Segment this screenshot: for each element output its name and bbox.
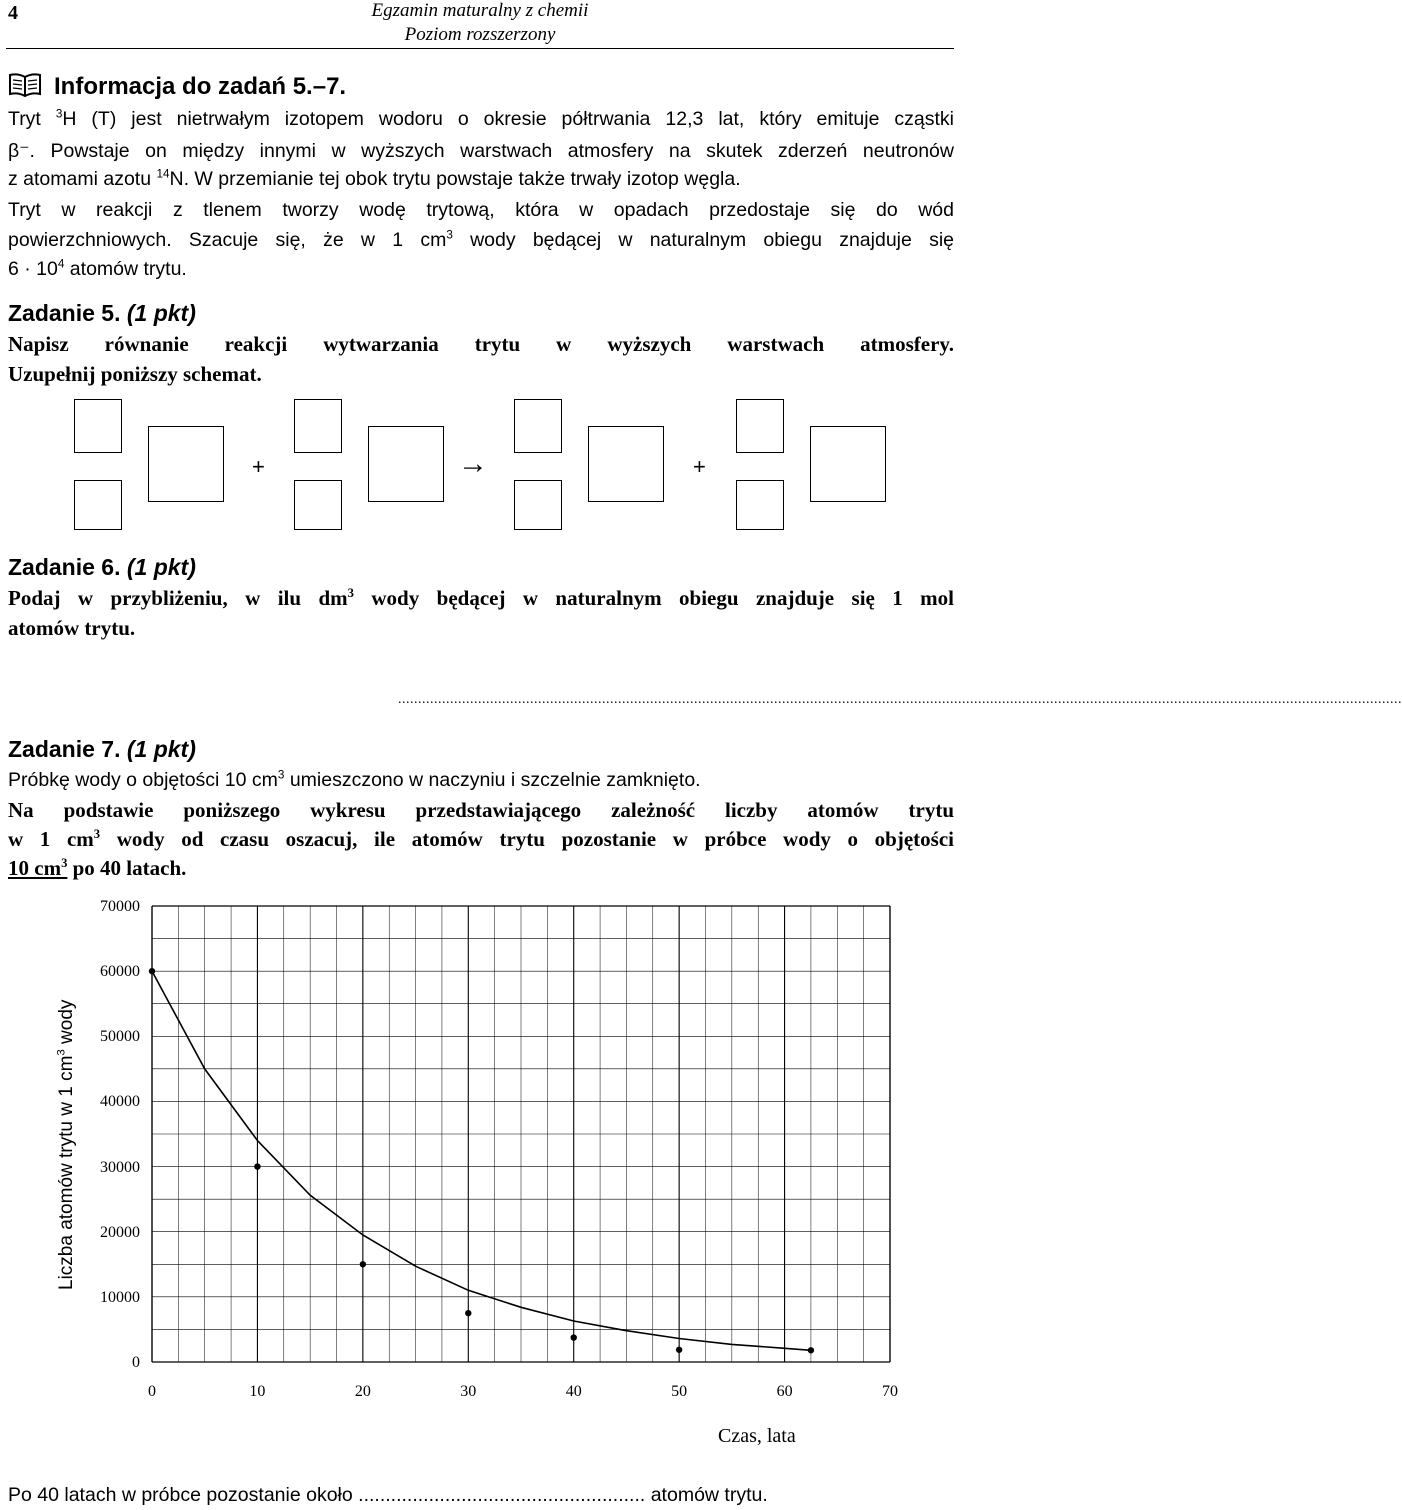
data-point (149, 968, 155, 974)
task7-answer: Po 40 latach w próbce pozostanie około ..................................................... atomów trytu. (8, 1484, 768, 1506)
plus-sign-1: + (252, 454, 265, 479)
open-book-icon (8, 72, 42, 98)
y-tick-label: 40000 (100, 1093, 140, 1111)
info-line-2: β⁻. Powstaje on między innymi w wyższych warstwach atmosfery na skutek zderzeń neutronów (8, 140, 954, 162)
task7-intro: Próbkę wody o objętości 10 $cm^3$ umieszczono w naczyniu i szczelnie zamknięto. (8, 768, 701, 791)
symbol-box-3[interactable] (588, 426, 664, 502)
y-axis-label: Liczba atomów trytu w 1 $cm^3$ wody (55, 999, 77, 1290)
y-tick-label: 0 (132, 1354, 140, 1371)
mass-number-box-1[interactable] (74, 399, 122, 453)
y-tick-label: 10000 (100, 1288, 140, 1306)
reaction-arrow-icon: → (458, 447, 488, 480)
info-line-4: Tryt w reakcji z tlenem tworzy wodę trytową, która w opadach przedostaje się do wód (8, 199, 954, 221)
info-line-1: Tryt $^3$H (T) jest nietrwałym izotopem wodoru o okresie półtrwania 12,3 lat, który emituje cząstki (8, 107, 954, 130)
x-tick-label: 60 (776, 1383, 793, 1400)
task5-heading: Zadanie 5. (1 pkt) (8, 300, 196, 326)
info-line-3: z atomami azotu $^{14}$N. W przemianie tej obok trytu powstaje także trwały izotop węgla. (8, 167, 741, 190)
y-tick-label: 50000 (100, 1028, 140, 1046)
x-tick-label: 70 (882, 1383, 898, 1400)
exam-level: Poziom rozszerzony (404, 24, 556, 45)
decay-curve (152, 971, 811, 1350)
x-tick-label: 50 (671, 1383, 688, 1400)
info-line-5: powierzchniowych. Szacuje się, że w 1 $cm^3$ wody będącej w naturalnym obiegu znajduje się (8, 228, 955, 251)
y-tick-label: 60000 (100, 963, 140, 981)
chart-grid (152, 906, 890, 1362)
data-point (465, 1310, 471, 1316)
mass-number-box-3[interactable] (514, 399, 562, 453)
x-tick-label: 20 (354, 1383, 371, 1400)
x-axis-label: Czas, lata (718, 1425, 796, 1447)
atomic-number-box-3[interactable] (514, 480, 562, 530)
task7-heading: Zadanie 7. (1 pkt) (8, 736, 196, 762)
info-title: Informacja do zadań 5.–7. (54, 73, 347, 100)
info-line-6: $6 \cdot 10^4$ atomów trytu. (8, 257, 187, 280)
page-number: 4 (8, 2, 18, 24)
x-tick-label: 40 (565, 1383, 582, 1400)
task6-answer-line[interactable]: ........................................................................................................................................................................................................................................................... (398, 692, 1402, 707)
header-divider (6, 48, 954, 49)
symbol-box-2[interactable] (368, 426, 444, 502)
symbol-box-1[interactable] (148, 426, 224, 502)
task6-heading: Zadanie 6. (1 pkt) (8, 554, 196, 580)
mass-number-box-4[interactable] (736, 399, 784, 453)
atomic-number-box-2[interactable] (294, 480, 342, 530)
task7-line-1: Na podstawie poniższego wykresu przedstawiającego zależność liczby atomów trytu (8, 798, 954, 822)
exam-title: Egzamin maturalny z chemii (371, 0, 589, 21)
task5-line-2: Uzupełnij poniższy schemat. (8, 362, 262, 386)
data-point (571, 1334, 577, 1340)
data-point (254, 1163, 260, 1169)
data-point (360, 1261, 366, 1267)
chart-points (149, 968, 814, 1354)
task6-line-1: Podaj w przybliżeniu, w ilu $dm^3$ wody będącej w naturalnym obiegu znajduje się 1 mol (8, 586, 955, 610)
data-point (808, 1347, 814, 1353)
y-tick-label: 30000 (100, 1158, 140, 1176)
atomic-number-box-1[interactable] (74, 480, 122, 530)
x-tick-label: 10 (249, 1383, 266, 1400)
task6-line-2: atomów trytu. (8, 616, 136, 640)
chart-curve-layer (152, 971, 811, 1350)
y-tick-label: 20000 (100, 1223, 140, 1241)
symbol-box-4[interactable] (810, 426, 886, 502)
task7-line-2: w 1 $cm^3$ wody od czasu oszacuj, ile atomów trytu pozostanie w próbce wody o objętości (8, 827, 955, 851)
plus-sign-2: + (693, 454, 706, 479)
task5-line-1: Napisz równanie reakcji wytwarzania trytu w wyższych warstwach atmosfery. (8, 332, 954, 356)
data-point (676, 1347, 682, 1353)
atomic-number-box-4[interactable] (736, 480, 784, 530)
x-tick-label: 30 (460, 1383, 477, 1400)
task7-line-3: 10 $cm^3$ po 40 latach. (8, 856, 187, 880)
task7-answer-line[interactable]: ..................................................... (358, 1484, 646, 1506)
mass-number-box-2[interactable] (294, 399, 342, 453)
info-heading (8, 70, 346, 104)
x-tick-label: 0 (148, 1383, 156, 1400)
y-tick-label: 70000 (100, 898, 140, 915)
